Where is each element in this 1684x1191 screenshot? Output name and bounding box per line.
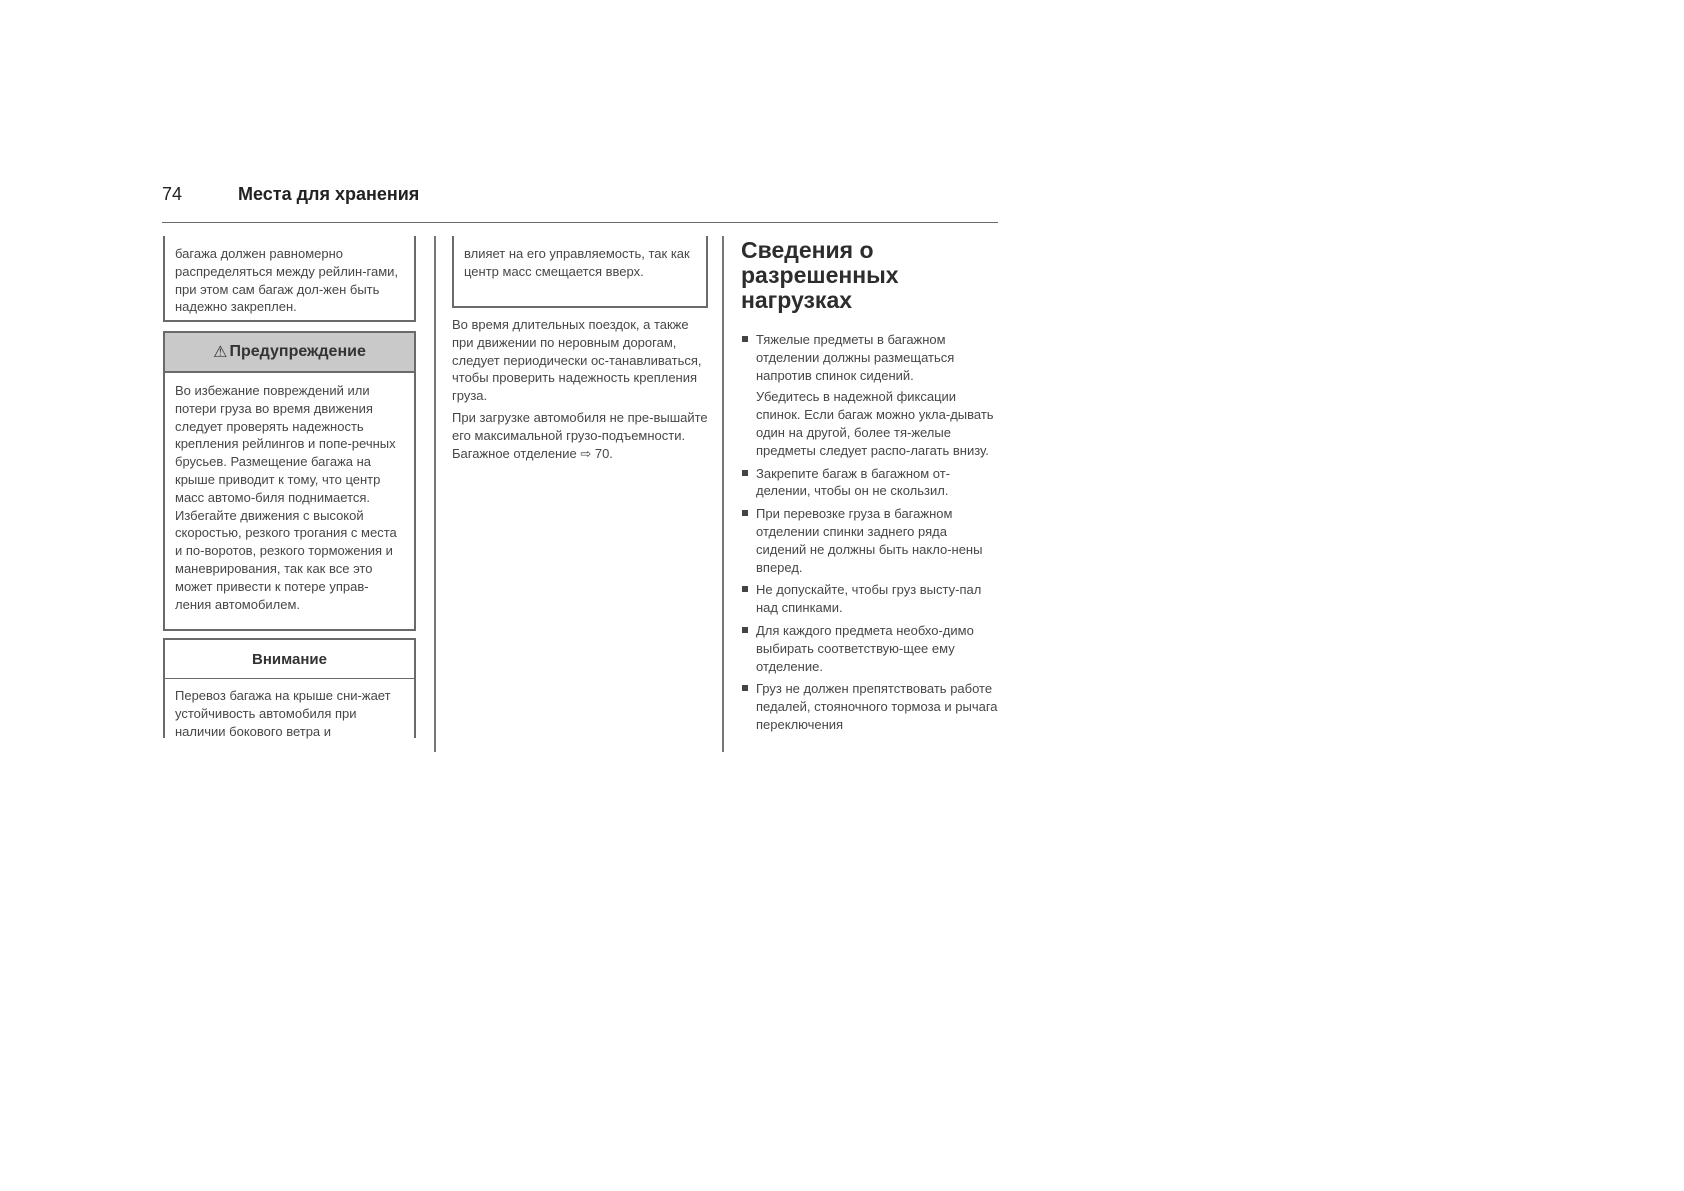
warning-box [163, 331, 416, 631]
caution-header: Внимание [165, 640, 414, 679]
list-item [741, 622, 999, 675]
bullet-icon [742, 470, 748, 476]
caution-box-continuation [452, 236, 708, 308]
column-2-text [452, 316, 712, 462]
caution-text: Перевоз багажа на крыше сни-жает устойчивость автомобиля при наличии бокового ветра и [175, 688, 391, 739]
caution-box [163, 638, 416, 738]
list-item-subtext: Убедитесь в надежной фиксации спинок. Если багаж можно укла-дывать один на другой, более тя-желые предметы следует распо-лагать внизу. [756, 389, 994, 458]
column-rule-2 [722, 236, 724, 752]
bullet-icon [742, 510, 748, 516]
warning-text: Во избежание повреждений или потери груза во время движения следует проверять надежность крепления рейлингов и попе-речных брусьев. Размещение багажа на крыше приводит к тому, что центр масс автомо-биля поднимается. Избегайте движения с высокой скоростью, резкого трогания с места и по-воротов, резкого торможения и маневрирования, так как все это может привести к потере управ-ления автомобилем. [175, 383, 397, 612]
paragraph-trips: Во время длительных поездок, а также при движении по неровным дорогам, следует периодически ос-танавливаться, чтобы проверить надежность крепления груза. [452, 317, 702, 404]
warning-header [165, 333, 414, 373]
list-item-text: Тяжелые предметы в багажном отделении должны размещаться напротив спинок сидений. [756, 332, 955, 383]
warning-title: Предупреждение [229, 343, 366, 360]
paragraph-load-capacity: При загрузке автомобиля не пре-вышайте его максимальной грузо-подъемности. Багажное отделение ⇨ 70. [452, 409, 708, 461]
list-item [741, 465, 999, 501]
list-item-text: Для каждого предмета необхо-димо выбирать соответствую-щее ему отделение. [756, 622, 974, 674]
header-rule [162, 222, 998, 223]
list-item [741, 331, 999, 460]
page-number: 74 [162, 184, 183, 204]
continuation-text-2: влияет на его управляемость, так как центр масс смещается вверх. [464, 246, 690, 279]
bullet-icon [742, 336, 748, 342]
loading-rules-list [741, 331, 999, 739]
list-item [741, 581, 999, 617]
warning-box-continuation [163, 236, 416, 322]
section-title: Сведения о разрешенных нагрузках [741, 237, 899, 313]
bullet-icon [742, 586, 748, 592]
continuation-text: багажа должен равномерно распределяться между рейлин-гами, при этом сам багаж дол-жен быть надежно закреплен. [175, 246, 399, 315]
running-head: Места для хранения [238, 184, 420, 204]
list-item [741, 680, 999, 733]
bullet-icon [742, 627, 748, 633]
list-item-text: Не допускайте, чтобы груз высту-пал над спинками. [756, 582, 982, 616]
warning-triangle-icon: ⚠ [213, 344, 228, 361]
list-item-text: Закрепите багаж в багажном от-делении, чтобы он не скользил. [756, 465, 951, 499]
list-item-text: Груз не должен препятствовать работе педалей, стояночного тормоза и рычага переключения [756, 681, 998, 732]
bullet-icon [742, 685, 748, 691]
list-item-text: При перевозке груза в багажном отделении спинки заднего ряда сидений не должны быть накло-нены вперед. [756, 506, 983, 575]
list-item [741, 505, 999, 576]
column-rule-1 [434, 236, 436, 752]
